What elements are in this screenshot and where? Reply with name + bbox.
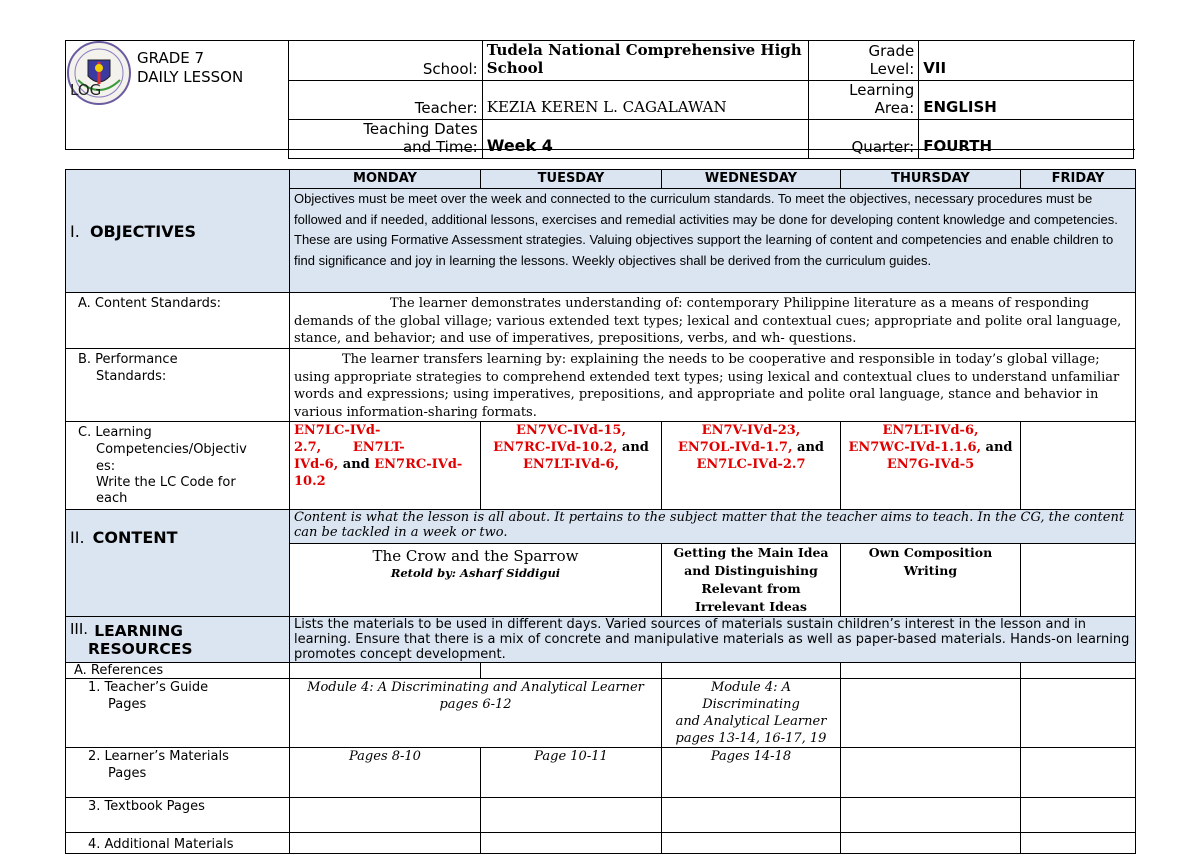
resources-num: III.	[70, 620, 89, 638]
teachers-guide-label: 1. Teacher’s Guide Pages	[66, 679, 290, 748]
log-title: LOG	[70, 81, 102, 99]
teaching-dates-label: Teaching Dates and Time:	[289, 120, 483, 159]
performance-standards-text: The learner transfers learning by: explaining the needs to be cooperative and responsible in today’s global village; using appropriate strategies to comprehend extended text types; using lexical and contextual clues to understand unfamiliar words and expressions; using imperatives, prepositions, and appropriate and polite oral language, stance and behavior in various information-sharing formats.	[290, 349, 1136, 422]
content-label: CONTENT	[92, 528, 178, 547]
content-friday	[1021, 544, 1136, 617]
references-label: A. References	[66, 663, 290, 679]
content-label-cell	[66, 510, 290, 617]
learners-materials-monday: Pages 8-10	[290, 748, 481, 798]
day-header-friday: FRIDAY	[1021, 170, 1136, 189]
learners-materials-tuesday: Page 10-11	[481, 748, 662, 798]
content-num: II.	[70, 528, 85, 547]
competencies-friday	[1021, 422, 1136, 510]
objectives-label-cell	[66, 170, 290, 293]
content-note: Content is what the lesson is all about. It pertains to the subject matter that the teacher aims to teach. In the CG, the content can be tackled in a week or two.	[290, 510, 1136, 544]
content-standards-label: A. Content Standards:	[66, 293, 290, 349]
content-wednesday: Getting the Main Idea and Distinguishing Relevant from Irrelevant Ideas	[662, 544, 841, 617]
grade-level-label: Grade Level:	[809, 41, 919, 81]
day-header-thursday: THURSDAY	[841, 170, 1021, 189]
competencies-label: C. Learning Competencies/Objectiv es: Write the LC Code for each	[66, 422, 290, 510]
resources-text: Lists the materials to be used in different days. Varied sources of materials sustain children’s interest in the lesson and in learning. Ensure that there is a mix of concrete and manipulative materials as well as paper-based materials. Hands-on learning promotes concept development.	[290, 617, 1136, 663]
objectives-label: OBJECTIVES	[89, 221, 197, 241]
content-standards-text: The learner demonstrates understanding of: contemporary Philippine literature as a means of responding demands of the global village; various extended text types; lexical and contextual cues; appropriate and polite oral language, stance, and behavior; and use of imperatives, prepositions, verbs, and wh- questions.	[290, 293, 1136, 349]
competencies-monday: EN7LC-IVd-2.7, EN7LT- IVd-6, and EN7RC-IVd-10.2	[290, 422, 481, 510]
school-label: School:	[289, 41, 483, 81]
header-info-table	[288, 40, 1134, 159]
learning-area-label: Learning Area:	[809, 81, 919, 120]
teachers-guide-wednesday: Module 4: A Discriminating and Analytical Learner pages 13-14, 16-17, 19	[662, 679, 841, 748]
lesson-log-table	[65, 169, 1136, 854]
resources-label-2: RESOURCES	[88, 639, 193, 658]
learners-materials-wednesday: Pages 14-18	[662, 748, 841, 798]
school-value: Tudela National Comprehensive High School	[482, 41, 809, 81]
quarter-label: Quarter:	[809, 120, 919, 159]
learners-materials-label: 2. Learner’s Materials Pages	[66, 748, 290, 798]
objectives-num: I.	[70, 221, 80, 241]
objectives-text: Objectives must be meet over the week and connected to the curriculum standards. To meet the objectives, necessary procedures must be followed and if needed, additional lessons, exercises and remedial activities may be done for developing content knowledge and competencies. These are using Formative Assessment strategies. Valuing objectives support the learning of content and competencies and enable children to find significance and joy in learning the lessons. Weekly objectives shall be derived from the curriculum guides.	[290, 189, 1136, 293]
resources-label-1: LEARNING	[94, 621, 184, 640]
content-thursday: Own Composition Writing	[841, 544, 1021, 617]
performance-standards-label: B. Performance Standards:	[66, 349, 290, 422]
day-header-wednesday: WEDNESDAY	[662, 170, 841, 189]
teacher-value: KEZIA KEREN L. CAGALAWAN	[482, 81, 809, 120]
dll-title	[137, 49, 243, 87]
learning-area-value: ENGLISH	[919, 81, 1134, 120]
competencies-tuesday: EN7VC-IVd-15, EN7RC-IVd-10.2, and EN7LT-IVd-6,	[481, 422, 662, 510]
daily-lesson-title: DAILY LESSON	[137, 68, 244, 86]
grade-level-value: VII	[919, 41, 1134, 81]
teacher-label: Teacher:	[289, 81, 483, 120]
textbook-pages-label: 3. Textbook Pages	[66, 798, 290, 833]
competencies-wednesday: EN7V-IVd-23, EN7OL-IVd-1.7, and EN7LC-IVd-2.7	[662, 422, 841, 510]
quarter-value: FOURTH	[919, 120, 1134, 159]
teaching-dates-value: Week 4	[482, 120, 809, 159]
content-monday-tuesday: The Crow and the Sparrow Retold by: Asharf Siddigui	[290, 544, 662, 617]
additional-materials-label: 4. Additional Materials	[66, 833, 290, 854]
day-header-monday: MONDAY	[290, 170, 481, 189]
teachers-guide-monday-tuesday: Module 4: A Discriminating and Analytical Learner pages 6-12	[290, 679, 662, 748]
resources-label-cell	[66, 617, 290, 663]
grade-title: GRADE 7	[137, 49, 205, 67]
day-header-tuesday: TUESDAY	[481, 170, 662, 189]
competencies-thursday: EN7LT-IVd-6, EN7WC-IVd-1.1.6, and EN7G-IVd-5	[841, 422, 1021, 510]
